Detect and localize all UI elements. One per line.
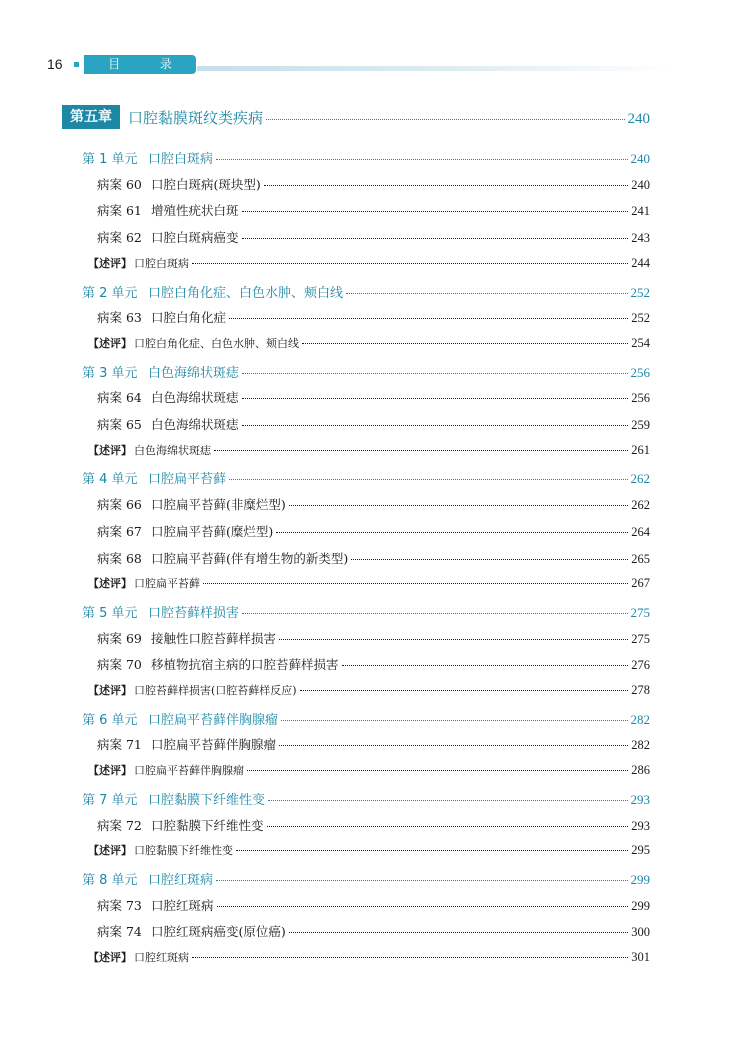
dot-leader bbox=[242, 398, 629, 399]
toc-unit-title: 口腔扁平苔藓伴胸腺瘤 bbox=[148, 712, 279, 728]
toc-review-label: 【述评】 bbox=[88, 256, 132, 270]
toc-unit-label: 第 4 单元 bbox=[82, 472, 138, 488]
toc-case-label: 病案 62 bbox=[97, 230, 142, 246]
dot-leader bbox=[203, 583, 628, 584]
toc-unit-row[interactable] bbox=[82, 869, 650, 888]
toc-case-label: 病案 61 bbox=[97, 203, 142, 219]
dot-leader bbox=[300, 690, 629, 691]
toc-review-page: 295 bbox=[631, 843, 650, 858]
chapter-title: 口腔黏膜斑纹类疾病 bbox=[128, 109, 264, 127]
toc-case-row[interactable] bbox=[97, 495, 650, 513]
toc-review-row[interactable] bbox=[88, 575, 650, 591]
chapter-title-line[interactable] bbox=[128, 107, 650, 128]
toc-case-title: 口腔白斑病(斑块型) bbox=[151, 176, 261, 192]
toc-case-label: 病案 66 bbox=[97, 497, 142, 513]
toc-case-title: 口腔白角化症 bbox=[151, 310, 227, 326]
toc-unit-label: 第 2 单元 bbox=[82, 285, 138, 301]
toc-case-page: 243 bbox=[631, 231, 650, 246]
toc-case-title: 移植物抗宿主病的口腔苔藓样损害 bbox=[151, 657, 339, 673]
toc-review-label: 【述评】 bbox=[88, 577, 132, 591]
toc-case-page: 252 bbox=[631, 311, 650, 326]
toc-case-page: 293 bbox=[631, 818, 650, 833]
toc-review-row[interactable] bbox=[88, 762, 650, 778]
toc-unit-label: 第 1 单元 bbox=[82, 152, 138, 167]
toc-case-label: 病案 70 bbox=[97, 657, 142, 673]
toc-review-row[interactable] bbox=[88, 682, 650, 698]
toc-unit-row[interactable] bbox=[82, 362, 650, 381]
toc-case-title: 白色海绵状斑痣 bbox=[151, 390, 239, 406]
toc-unit-page: 252 bbox=[630, 284, 650, 300]
dot-leader bbox=[276, 532, 628, 533]
toc-case-page: 262 bbox=[631, 498, 650, 513]
chapter-page: 240 bbox=[627, 111, 650, 127]
toc-case-page: 275 bbox=[631, 631, 650, 646]
toc-review-page: 301 bbox=[631, 950, 650, 964]
toc-case-row[interactable] bbox=[97, 522, 650, 540]
toc-case-title: 口腔红斑病 bbox=[151, 897, 214, 913]
toc-case-row[interactable] bbox=[97, 549, 650, 567]
toc-review-label: 【述评】 bbox=[88, 764, 132, 778]
dot-leader bbox=[216, 880, 627, 881]
toc-review-label: 【述评】 bbox=[88, 336, 132, 350]
toc-review-row[interactable] bbox=[88, 949, 650, 965]
dot-leader bbox=[289, 505, 628, 506]
toc-unit-title: 口腔黏膜下纤维性变 bbox=[148, 792, 266, 808]
toc-case-title: 口腔扁平苔藓(非糜烂型) bbox=[151, 497, 286, 513]
toc-unit-label: 第 3 单元 bbox=[82, 365, 138, 381]
toc-case-label: 病案 60 bbox=[97, 176, 142, 192]
dot-leader bbox=[242, 211, 629, 212]
toc-unit-row[interactable] bbox=[82, 148, 650, 167]
toc-unit-row[interactable] bbox=[82, 789, 650, 808]
toc-case-row[interactable] bbox=[97, 201, 650, 219]
dot-leader bbox=[268, 800, 627, 801]
toc-unit-title: 口腔扁平苔藓 bbox=[148, 472, 227, 488]
toc-review-page: 244 bbox=[631, 255, 650, 270]
toc-case-title: 接触性口腔苔藓样损害 bbox=[151, 630, 277, 646]
toc-review-row[interactable] bbox=[88, 255, 650, 271]
toc-review-title: 白色海绵状斑痣 bbox=[134, 443, 211, 457]
toc-case-title: 口腔扁平苔藓伴胸腺瘤 bbox=[151, 737, 277, 753]
dot-leader bbox=[247, 770, 628, 771]
toc-case-row[interactable] bbox=[97, 896, 650, 914]
toc-case-page: 241 bbox=[631, 204, 650, 219]
dot-leader bbox=[279, 639, 628, 640]
toc-review-title: 口腔白角化症、白色水肿、颊白线 bbox=[134, 336, 299, 350]
toc-case-label: 病案 73 bbox=[97, 897, 142, 913]
toc-unit-row[interactable] bbox=[82, 282, 650, 301]
section-tab: 目 录 bbox=[84, 55, 196, 74]
dot-leader bbox=[351, 559, 628, 560]
dot-leader bbox=[229, 318, 628, 319]
dot-leader bbox=[242, 238, 629, 239]
toc-case-row[interactable] bbox=[97, 388, 650, 406]
page-header bbox=[47, 55, 689, 75]
toc-case-row[interactable] bbox=[97, 735, 650, 753]
dot-leader bbox=[192, 263, 628, 264]
toc-case-page: 265 bbox=[631, 551, 650, 566]
toc-unit-row[interactable] bbox=[82, 468, 650, 487]
toc-review-page: 261 bbox=[631, 442, 650, 457]
toc-review-row[interactable] bbox=[88, 842, 650, 858]
toc-review-label: 【述评】 bbox=[88, 443, 132, 457]
dot-leader bbox=[264, 185, 628, 186]
toc-unit-title: 口腔白角化症、白色水肿、颊白线 bbox=[148, 285, 344, 301]
toc-case-row[interactable] bbox=[97, 308, 650, 326]
dot-leader bbox=[281, 720, 627, 721]
toc-case-title: 口腔黏膜下纤维性变 bbox=[151, 817, 264, 833]
toc-unit-page: 282 bbox=[630, 711, 650, 727]
toc-case-title: 口腔扁平苔藓(伴有增生物的新类型) bbox=[151, 550, 349, 566]
dot-leader bbox=[242, 613, 627, 614]
dot-leader bbox=[229, 479, 627, 480]
toc-review-title: 口腔黏膜下纤维性变 bbox=[134, 844, 233, 858]
toc-case-row[interactable] bbox=[97, 415, 650, 433]
toc-case-page: 240 bbox=[631, 177, 650, 192]
toc-case-page: 299 bbox=[631, 898, 650, 913]
toc-review-title: 口腔红斑病 bbox=[134, 951, 189, 964]
toc-unit-page: 275 bbox=[630, 604, 650, 620]
toc-case-label: 病案 65 bbox=[97, 417, 142, 432]
toc-case-title: 白色海绵状斑痣 bbox=[151, 417, 239, 432]
toc-unit-label: 第 8 单元 bbox=[82, 872, 138, 888]
toc-case-title: 口腔红斑病癌变(原位癌) bbox=[151, 924, 286, 940]
toc-review-page: 286 bbox=[631, 763, 650, 778]
dot-leader bbox=[346, 293, 627, 294]
toc-case-page: 256 bbox=[631, 391, 650, 406]
toc-case-title: 口腔扁平苔藓(糜烂型) bbox=[151, 523, 274, 539]
toc-unit-page: 299 bbox=[630, 871, 650, 887]
dot-leader bbox=[302, 343, 628, 344]
toc-case-page: 264 bbox=[631, 524, 650, 539]
dot-leader bbox=[216, 159, 627, 160]
dot-leader bbox=[342, 665, 629, 666]
toc-unit-title: 口腔红斑病 bbox=[148, 872, 214, 888]
toc-case-page: 276 bbox=[631, 658, 650, 673]
toc-unit-title: 口腔苔藓样损害 bbox=[148, 605, 240, 621]
toc-unit-page: 262 bbox=[630, 471, 650, 487]
toc-unit-page: 293 bbox=[630, 791, 650, 807]
toc-case-label: 病案 72 bbox=[97, 817, 142, 833]
toc-unit-row[interactable] bbox=[82, 602, 650, 621]
toc-review-title: 口腔扁平苔藓伴胸腺瘤 bbox=[134, 764, 244, 778]
toc-case-row[interactable] bbox=[97, 816, 650, 834]
toc-case-label: 病案 71 bbox=[97, 737, 142, 753]
toc-case-title: 口腔白斑病癌变 bbox=[151, 230, 239, 246]
toc-unit-page: 240 bbox=[630, 151, 650, 166]
dot-leader bbox=[192, 957, 628, 958]
toc-case-label: 病案 64 bbox=[97, 390, 142, 406]
toc-case-row[interactable] bbox=[97, 629, 650, 647]
toc-case-row[interactable] bbox=[97, 922, 650, 940]
toc-unit-label: 第 6 单元 bbox=[82, 712, 138, 728]
toc-case-row[interactable] bbox=[97, 228, 650, 246]
toc-unit-title: 口腔白斑病 bbox=[148, 152, 214, 167]
toc-case-label: 病案 69 bbox=[97, 630, 142, 646]
toc-unit-page: 256 bbox=[630, 364, 650, 380]
toc-unit-row[interactable] bbox=[82, 709, 650, 728]
dot-leader bbox=[217, 906, 629, 907]
toc-review-page: 267 bbox=[631, 576, 650, 591]
toc-case-label: 病案 74 bbox=[97, 924, 142, 940]
dot-leader bbox=[242, 425, 629, 426]
toc-case-row[interactable] bbox=[97, 175, 650, 193]
toc-case-page: 300 bbox=[631, 925, 650, 940]
chapter-label: 第五章 bbox=[62, 105, 120, 129]
toc-unit-label: 第 5 单元 bbox=[82, 605, 138, 621]
toc-case-page: 259 bbox=[631, 418, 650, 432]
toc-review-page: 254 bbox=[631, 335, 650, 350]
toc-review-page: 278 bbox=[631, 683, 650, 697]
toc-unit-label: 第 7 单元 bbox=[82, 792, 138, 808]
toc-review-title: 口腔苔藓样损害(口腔苔藓样反应) bbox=[134, 684, 297, 697]
dot-leader bbox=[266, 119, 624, 120]
toc-review-row[interactable] bbox=[88, 335, 650, 351]
header-gradient-bar bbox=[197, 66, 675, 71]
toc-case-page: 282 bbox=[631, 738, 650, 753]
toc-case-label: 病案 67 bbox=[97, 523, 142, 539]
toc-review-label: 【述评】 bbox=[88, 684, 132, 697]
toc-review-title: 口腔扁平苔藓 bbox=[134, 577, 200, 591]
page-number: 16 bbox=[47, 56, 63, 72]
dot-leader bbox=[236, 850, 628, 851]
header-square-decoration bbox=[74, 62, 79, 67]
dot-leader bbox=[267, 826, 629, 827]
toc-review-label: 【述评】 bbox=[88, 951, 132, 964]
toc-review-label: 【述评】 bbox=[88, 844, 132, 858]
toc-unit-title: 白色海绵状斑痣 bbox=[148, 365, 240, 381]
toc-review-title: 口腔白斑病 bbox=[134, 256, 189, 270]
toc-case-title: 增殖性疣状白斑 bbox=[151, 203, 239, 219]
dot-leader bbox=[214, 450, 628, 451]
toc-case-label: 病案 68 bbox=[97, 550, 142, 566]
toc-case-row[interactable] bbox=[97, 655, 650, 673]
toc-review-row[interactable] bbox=[88, 442, 650, 458]
dot-leader bbox=[279, 745, 628, 746]
toc-case-label: 病案 63 bbox=[97, 310, 142, 326]
dot-leader bbox=[242, 373, 627, 374]
dot-leader bbox=[289, 932, 628, 933]
